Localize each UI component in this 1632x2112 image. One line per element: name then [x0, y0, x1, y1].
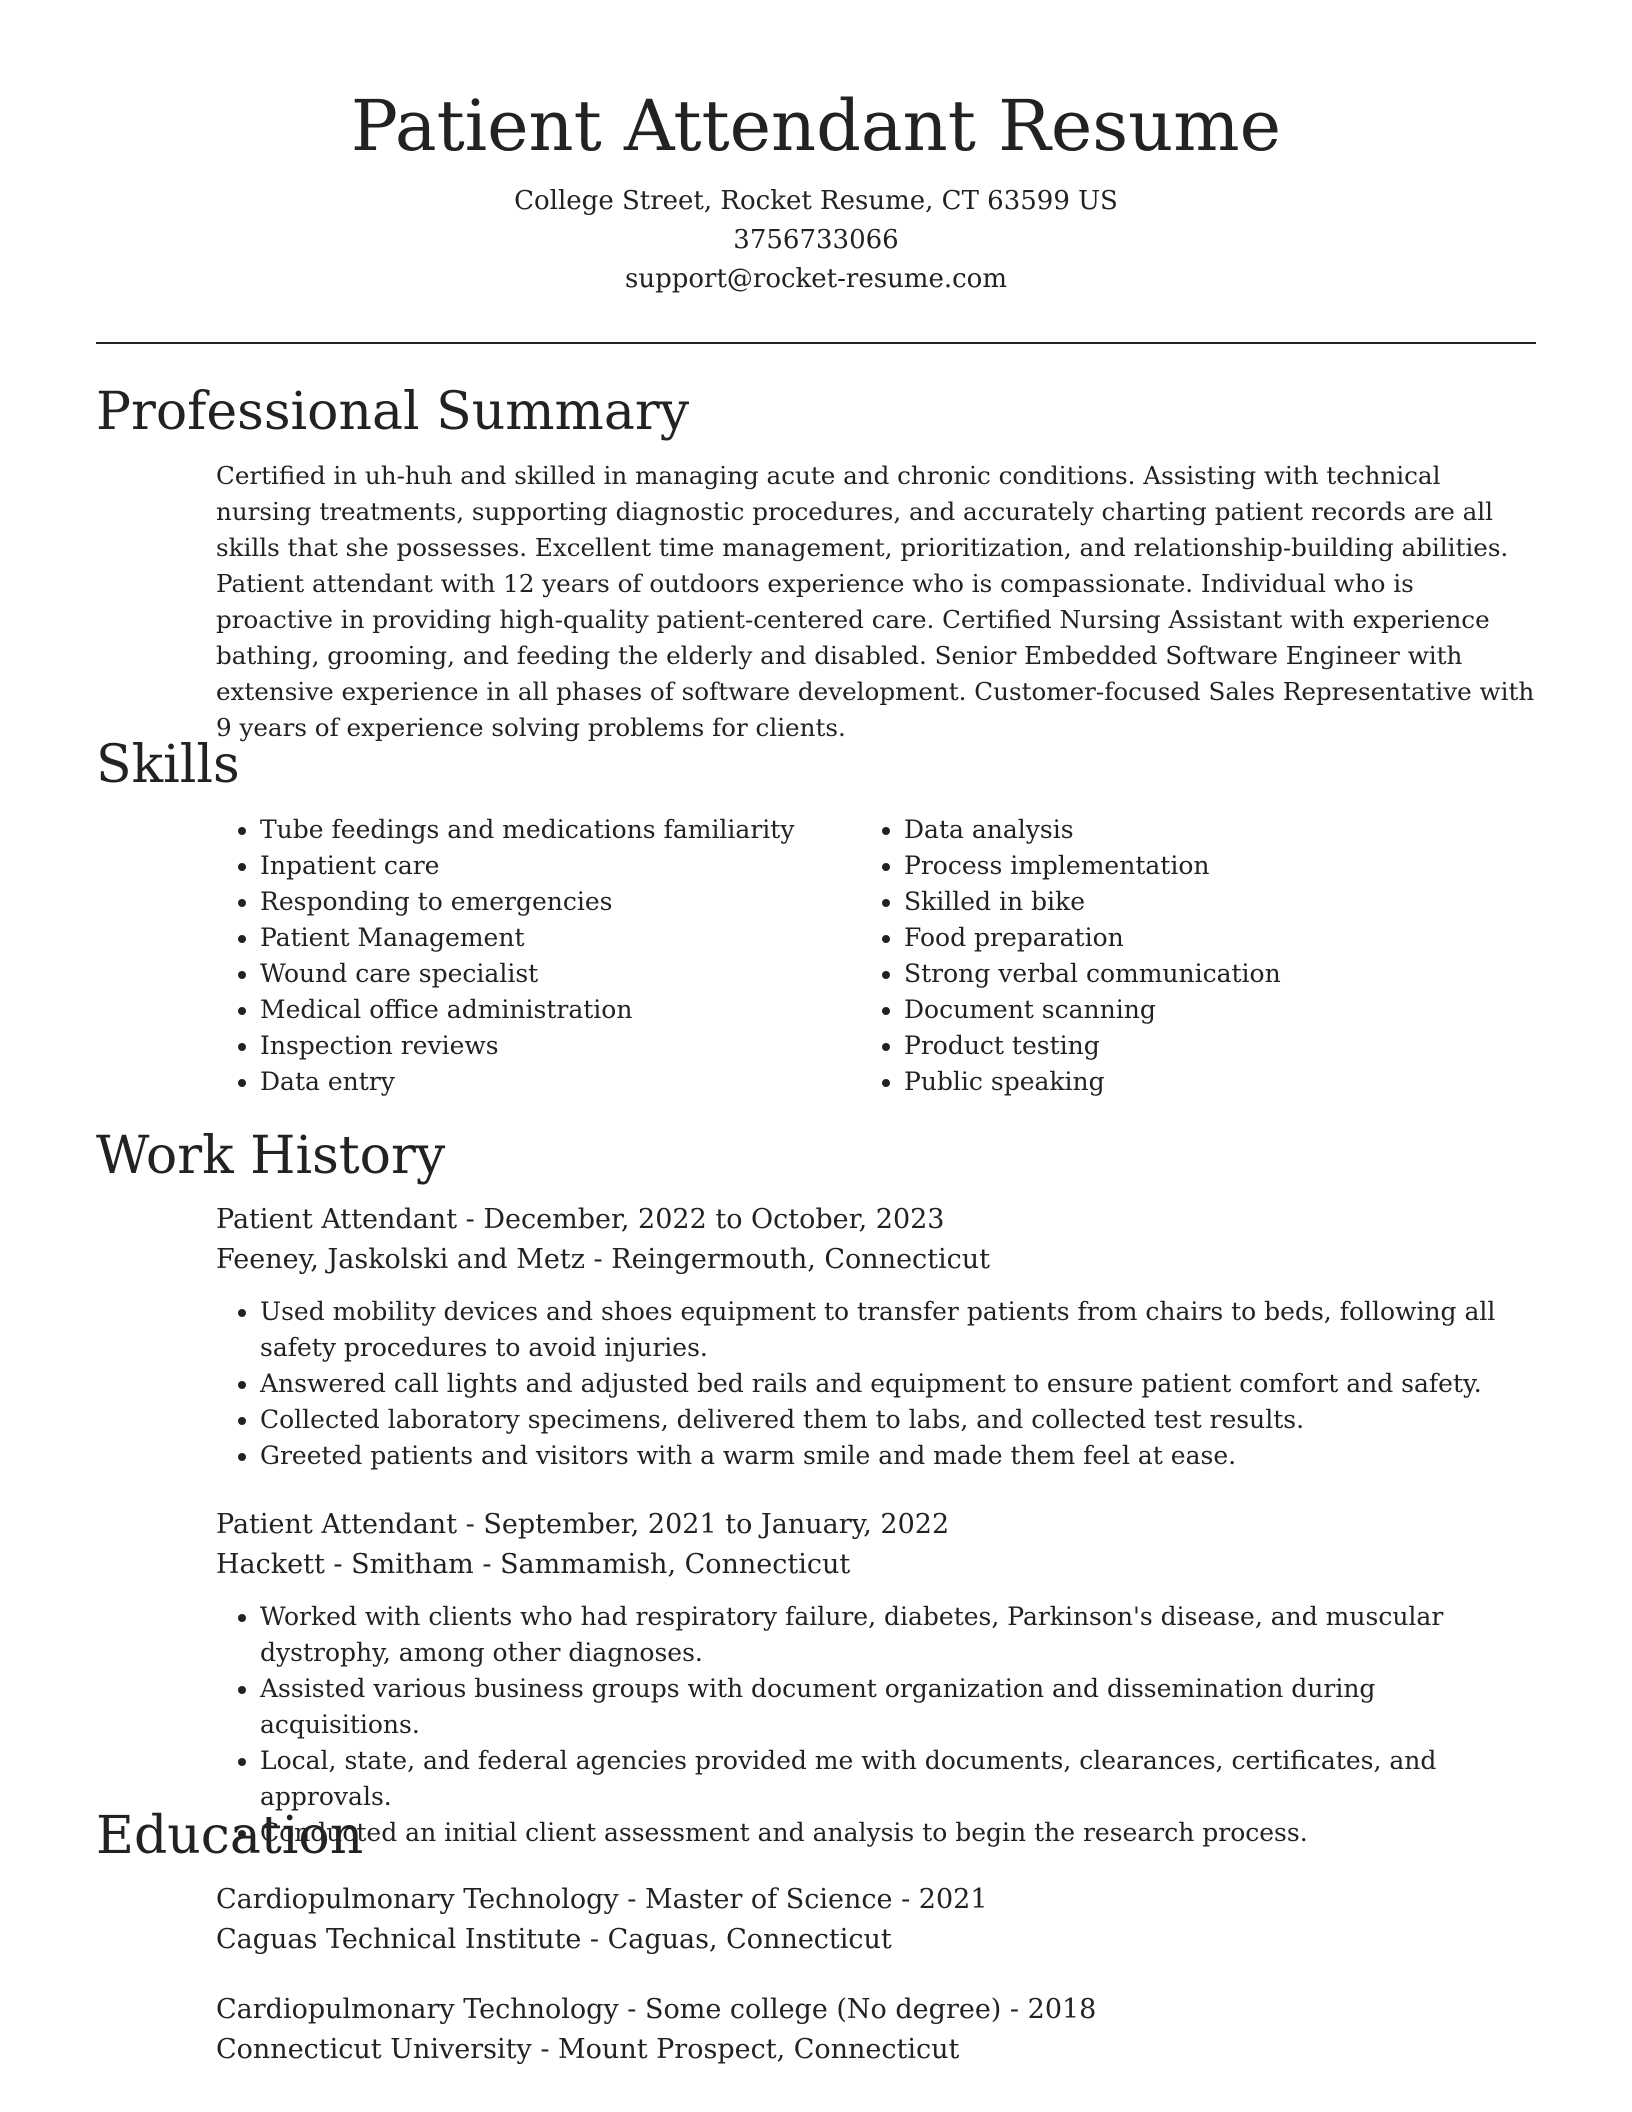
summary-text: Certified in uh-huh and skilled in managing acute and chronic conditions. Assisting with technical nursing treatments, supporting diagnostic procedures, and accurately charting patient records are all skills that she possesses. Excellent time management, prioritization, and relationship-building abilities. Patient attendant with 12 years of outdoors experience who is compassionate. Individual who is proactive in providing high-quality patient-centered care. Certified Nursing Assistant with experience bathing, grooming, and feeding the elderly and disabled. Senior Embedded Software Engineer with extensive experience in all phases of software development. Customer-focused Sales Representative with 9 years of experience solving problems for clients. [216, 461, 1535, 742]
skill-item: • Public speaking [904, 1064, 1520, 1100]
education-entry [216, 1880, 1536, 1960]
skill-item: • Tube feedings and medications familiarity [260, 812, 856, 848]
education-degree-line: Cardiopulmonary Technology - Some college (No degree) - 2018 [216, 1994, 1097, 2025]
job-bullet: • Conducted an initial client assessment and analysis to begin the research process. [260, 1815, 1536, 1851]
skills-list [216, 812, 1536, 1112]
job-employer: Feeney, Jaskolski and Metz [216, 1244, 585, 1275]
job-title: Patient Attendant [216, 1204, 458, 1235]
job-title: Patient Attendant [216, 1509, 458, 1540]
resume-header [0, 80, 1632, 299]
education-degree-line: Cardiopulmonary Technology - Master of Science - 2021 [216, 1884, 988, 1915]
job-employer: Hackett - Smitham [216, 1549, 474, 1580]
skill-item: • Process implementation [904, 848, 1520, 884]
education-school-line: Caguas Technical Institute - Caguas, Connecticut [216, 1924, 892, 1955]
education-entry [216, 1990, 1536, 2070]
job-dates: December, 2022 to October, 2023 [483, 1204, 945, 1235]
job-bullets [216, 1294, 1536, 1474]
education-heading: Education [96, 1806, 364, 1866]
education-school-line: Connecticut University - Mount Prospect, Connecticut [216, 2034, 960, 2065]
skills-column-right [860, 812, 1520, 1100]
skill-item: • Inpatient care [260, 848, 856, 884]
work-history-heading: Work History [96, 1126, 446, 1186]
job-bullet: • Collected laboratory specimens, delivered them to labs, and collected test results. [260, 1402, 1536, 1438]
skill-item: • Patient Management [260, 920, 856, 956]
skills-heading: Skills [96, 735, 240, 795]
skill-item: • Wound care specialist [260, 956, 856, 992]
skill-item: • Data analysis [904, 812, 1520, 848]
contact-phone: 3756733066 [733, 225, 899, 255]
job-bullet: • Local, state, and federal agencies provided me with documents, clearances, certificates, and approvals. [260, 1743, 1536, 1815]
education-school: Connecticut University [216, 2034, 532, 2065]
contact-block [0, 182, 1632, 299]
skill-item: • Inspection reviews [260, 1028, 856, 1064]
job-title-line: Patient Attendant - September, 2021 to January, 2022 [216, 1509, 950, 1540]
skill-item: • Responding to emergencies [260, 884, 856, 920]
education-location: Mount Prospect, Connecticut [558, 2034, 960, 2065]
job-dates: September, 2021 to January, 2022 [483, 1509, 950, 1540]
contact-email: support@rocket-resume.com [624, 264, 1007, 294]
resume-title: Patient Attendant Resume [350, 85, 1282, 167]
job-title-line: Patient Attendant - December, 2022 to October, 2023 [216, 1204, 945, 1235]
skills-column-left [216, 812, 856, 1100]
job-employer-line: Hackett - Smitham - Sammamish, Connecticut [216, 1549, 851, 1580]
job-bullet: • Answered call lights and adjusted bed rails and equipment to ensure patient comfort and safety. [260, 1366, 1536, 1402]
job-bullet: • Greeted patients and visitors with a warm smile and made them feel at ease. [260, 1438, 1536, 1474]
education-field: Cardiopulmonary Technology [216, 1994, 619, 2025]
summary-heading: Professional Summary [96, 382, 690, 442]
education-degree: Master of Science [645, 1884, 893, 1915]
skill-item: • Skilled in bike [904, 884, 1520, 920]
job-bullet: • Worked with clients who had respiratory failure, diabetes, Parkinson's disease, and muscular dystrophy, among other diagnoses. [260, 1599, 1536, 1671]
education-year: 2021 [918, 1884, 988, 1915]
education-degree: Some college (No degree) [645, 1994, 1002, 2025]
skill-item: • Medical office administration [260, 992, 856, 1028]
job-entry [216, 1505, 1536, 1851]
job-location: Reingermouth, Connecticut [611, 1244, 991, 1275]
job-bullet: • Used mobility devices and shoes equipment to transfer patients from chairs to beds, following all safety procedures to avoid injuries. [260, 1294, 1536, 1366]
contact-address: College Street, Rocket Resume, CT 63599 US [514, 186, 1118, 216]
job-entry [216, 1200, 1536, 1474]
education-year: 2018 [1027, 1994, 1097, 2025]
header-divider [96, 342, 1536, 344]
skill-item: • Product testing [904, 1028, 1520, 1064]
job-bullet: • Assisted various business groups with document organization and dissemination during acquisitions. [260, 1671, 1536, 1743]
education-field: Cardiopulmonary Technology [216, 1884, 619, 1915]
skill-item: • Food preparation [904, 920, 1520, 956]
education-location: Caguas, Connecticut [607, 1924, 892, 1955]
job-bullets [216, 1599, 1536, 1851]
skill-item: • Data entry [260, 1064, 856, 1100]
education-school: Caguas Technical Institute [216, 1924, 582, 1955]
skill-item: • Strong verbal communication [904, 956, 1520, 992]
skill-item: • Document scanning [904, 992, 1520, 1028]
job-location: Sammamish, Connecticut [500, 1549, 851, 1580]
job-employer-line: Feeney, Jaskolski and Metz - Reingermouth, Connecticut [216, 1244, 991, 1275]
